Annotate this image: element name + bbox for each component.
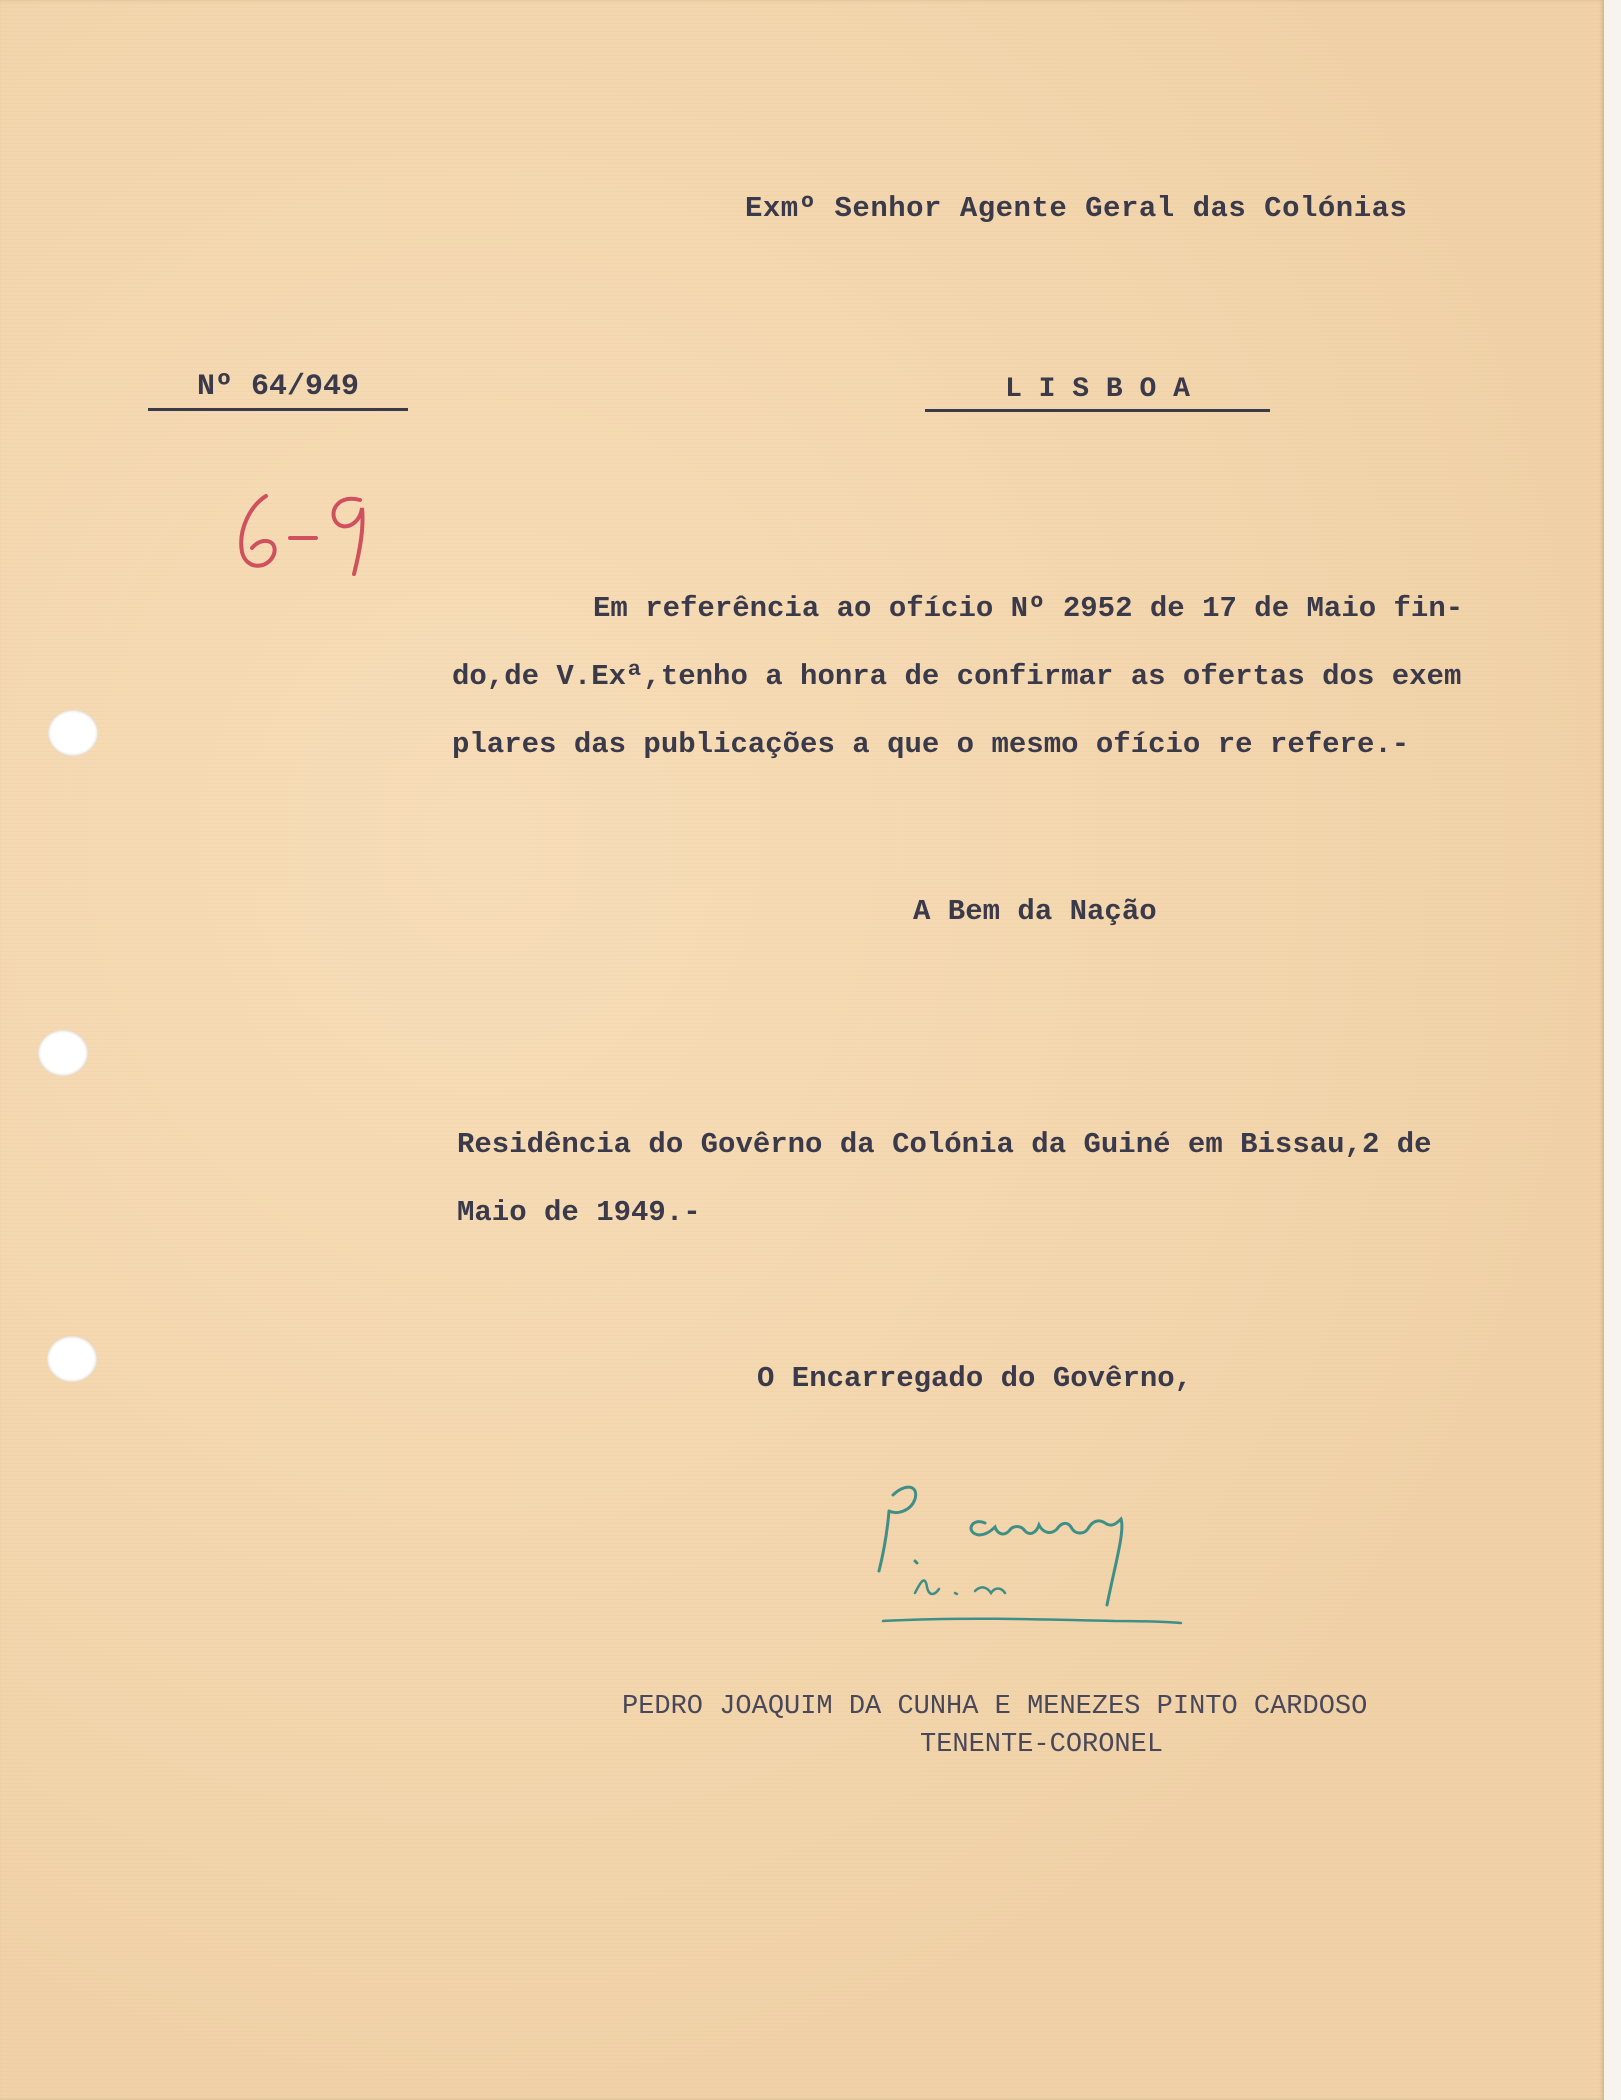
handwritten-signature <box>875 1475 1195 1635</box>
body-line-3: plares das publicações a que o mesmo ofício re refere.- <box>452 728 1410 761</box>
reference-number: Nº 64/949 <box>148 370 408 411</box>
place-date-line-1: Residência do Govêrno da Colónia da Guiné em Bissau,2 de <box>457 1128 1432 1161</box>
body-line-2: do,de V.Exª,tenho a honra de confirmar as ofertas dos exem <box>452 660 1462 693</box>
salutation: A Bem da Nação <box>913 895 1157 928</box>
page-edge <box>1604 0 1621 2100</box>
addressee-line: Exmº Senhor Agente Geral das Colónias <box>745 192 1408 225</box>
punch-hole-middle <box>38 1030 88 1076</box>
signer-name: PEDRO JOAQUIM DA CUNHA E MENEZES PINTO CARDOSO <box>622 1692 1368 1722</box>
body-line-1: Em referência ao ofício Nº 2952 de 17 de Maio fin- <box>593 592 1464 625</box>
signer-rank: TENENTE-CORONEL <box>920 1730 1164 1760</box>
city-heading: L I S B O A <box>925 374 1270 412</box>
punch-hole-top <box>48 710 98 756</box>
punch-hole-bottom <box>47 1336 97 1382</box>
place-date-line-2: Maio de 1949.- <box>457 1196 701 1229</box>
signer-title: O Encarregado do Govêrno, <box>757 1362 1193 1395</box>
handwritten-annotation <box>228 478 388 588</box>
